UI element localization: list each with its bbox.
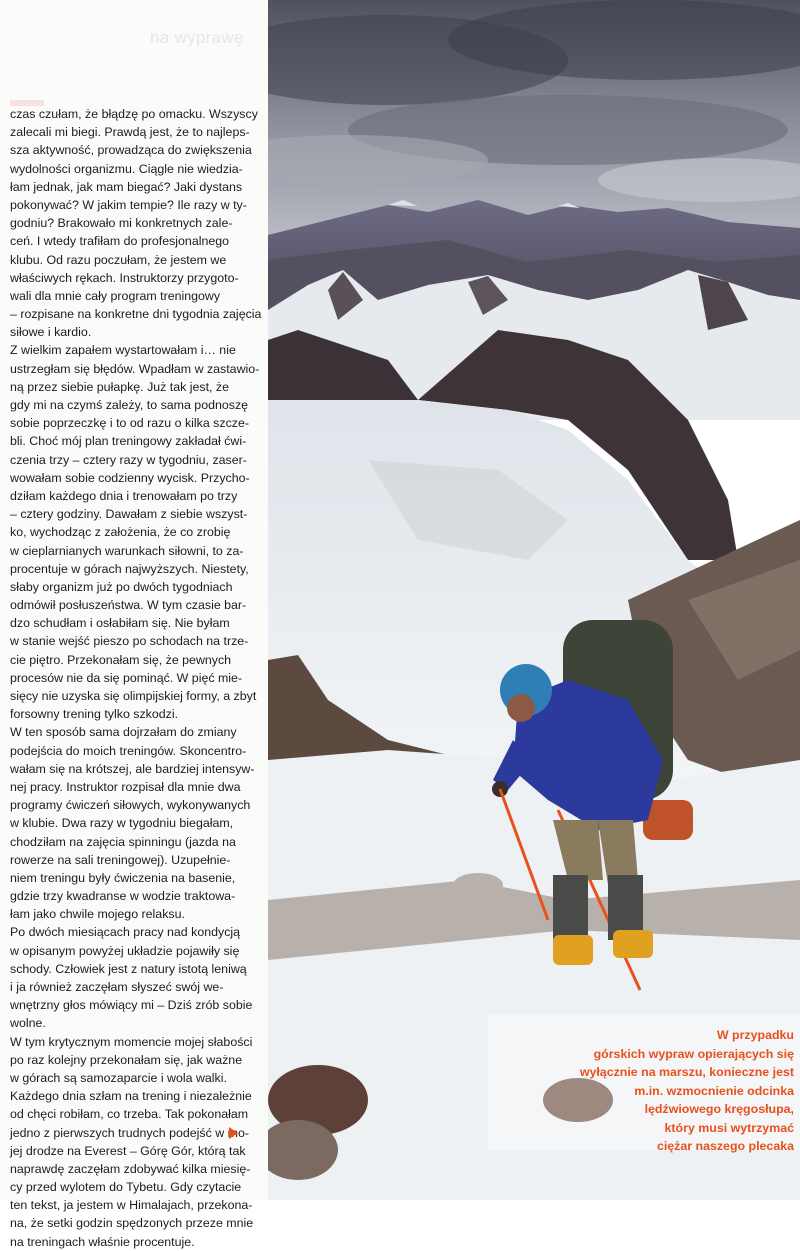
article-line: zalecali mi biegi. Prawdą jest, że to najleps- [10, 125, 250, 140]
article-line: w cieplarnianych warunkach siłowni, to za- [10, 543, 244, 558]
article-line: chodziłam na zajęcia spinningu (jazda na [10, 834, 236, 849]
article-line: na treningach właśnie procentuje. [10, 1234, 195, 1249]
article-line: po raz kolejny przekonałam się, jak ważne [10, 1052, 243, 1067]
photo-caption [504, 1026, 794, 1156]
article-line: cie piętro. Przekonałam się, że pewnych [10, 652, 232, 667]
caption-line: górskich wypraw opierających się [593, 1046, 794, 1061]
caption-line: lędźwiowego kręgosłupa, [644, 1102, 794, 1116]
article-line: rowerze na sali treningowej). Uzupełnie- [10, 852, 231, 867]
caption-line: ciężar naszego plecaka [656, 1139, 794, 1153]
caption-line: W przypadku [716, 1028, 794, 1042]
article-body [10, 105, 266, 1251]
caption-line: wyłącznie na marszu, konieczne jest [579, 1065, 794, 1079]
article-line: Po dwóch miesiącach pracy nad kondycją [10, 925, 241, 940]
article-line: łam jednak, jak mam biegać? Jaki dystans [10, 179, 243, 194]
article-line: forsowny trening tylko szkodzi. [10, 707, 179, 722]
article-line: w klubie. Dwa razy w tygodniu biegałam, [10, 816, 234, 831]
article-line: W tym krytycznym momencie mojej słabości [10, 1034, 253, 1049]
article-line: godniu? Brakowało mi konkretnych zale- [10, 216, 233, 231]
article-line: – rozpisane na konkretne dni tygodnia zajęcia [10, 307, 262, 322]
article-line: sięcy nie uzyska się olimpijskiej formy, a zbyt [10, 689, 257, 703]
article-line: programy ćwiczeń siłowych, wykonywanych [10, 798, 251, 813]
article-line: w górach są samozaparcie i wola walki. [10, 1070, 227, 1085]
article-line: właściwych rękach. Instruktorzy przygoto- [10, 270, 239, 285]
article-line: jedno z pierwszych trudnych podejść w mo- [10, 1125, 249, 1140]
article-line: procesów nie da się pominąć. W pięć mie- [10, 670, 243, 685]
article-line: słaby organizm już po dwóch tygodniach [10, 579, 233, 594]
article-line: dziłam każdego dnia i trenowałam po trzy [10, 488, 238, 503]
article-line: podejścia do moich treningów. Skoncentro- [10, 743, 247, 758]
article-line: pokonywać? W jakim tempie? Ile razy w ty- [10, 197, 247, 212]
article-line: w opisanym powyżej układzie pojawiły się [10, 943, 240, 958]
article-line: Z wielkim zapałem wystartowałam i… nie [10, 343, 236, 358]
article-line: wali dla mnie cały program treningowy [10, 288, 221, 303]
article-line: ustrzegłam się błędów. Wpadłam w zastawio- [10, 361, 260, 376]
caption-line: który musi wytrzymać [664, 1120, 794, 1135]
article-line: wowałam sobie codzienny wycisk. Przycho- [10, 470, 250, 485]
article-line: dzo schudłam i osłabiłam się. Nie byłam [10, 616, 230, 631]
article-line: gdzie trzy kwadranse w wodzie traktowa- [10, 889, 236, 904]
article-line: cy przed wylotem do Tybetu. Gdy czytacie [10, 1180, 242, 1195]
article-line: schody. Człowiek jest z natury istotą leniwą [10, 961, 247, 976]
article-line: gdy mi na czymś zależy, to sama podnoszę [10, 398, 249, 412]
article-line: jej drodze na Everest – Górę Gór, którą tak [10, 1143, 246, 1158]
running-header: na wyprawę [150, 28, 244, 47]
article-line: sza aktywność, prowadząca do zwiększenia [10, 143, 252, 158]
article-line: bli. Choć mój plan treningowy zakładał ćwi- [10, 434, 247, 449]
article-line: procentuje w górach najwyższych. Niestety, [10, 561, 249, 576]
article-line: ko, wychodząc z założenia, że co zrobię [10, 525, 231, 540]
article-line: i ja również zaczęłam słyszeć swój we- [10, 980, 224, 994]
article-line: odmówił posłuszeństwa. W tym czasie bar- [10, 598, 247, 613]
article-line: wolne. [10, 1016, 46, 1031]
article-line: Każdego dnia szłam na trening i niezależnie [10, 1089, 252, 1104]
article-line: ceń. I wtedy trafiłam do profesjonalnego [10, 234, 230, 249]
article-line: – cztery godziny. Dawałam z siebie wszyst- [10, 507, 248, 522]
article-line: wydolności organizmu. Ciągle nie wiedzia- [10, 161, 243, 176]
article-line: naprawdę zaczęłam zdobywać kilka miesię- [10, 1161, 251, 1176]
article-line: wałam się na krótszej, ale bardziej intensyw- [10, 761, 255, 776]
article-line: niem treningu były ćwiczenia na basenie, [10, 870, 236, 885]
mountain-photo-illustration [268, 0, 800, 1200]
article-line: łam jako chwile mojego relaksu. [10, 907, 185, 922]
mountain-photo [268, 0, 800, 1200]
orange-triangle-icon [229, 1127, 238, 1139]
article-line: nej pracy. Instruktor rozpisał dla mnie dwa [10, 779, 241, 794]
caption-line: m.in. wzmocnienie odcinka [634, 1083, 794, 1098]
article-line: ten tekst, ja jestem w Himalajach, przekona- [10, 1198, 253, 1213]
article-line: w stanie wejść pieszo po schodach na trze- [10, 634, 249, 649]
article-line: siłowe i kardio. [10, 325, 92, 340]
article-line: W ten sposób sama dojrzałam do zmiany [10, 725, 237, 740]
article-line: czas czułam, że błądzę po omacku. Wszyscy [10, 107, 258, 121]
article-line: od chęci robiłam, co trzeba. Tak pokonałam [10, 1107, 249, 1122]
article-line: sobie poprzeczkę i to od razu o kilka szcze- [10, 416, 249, 431]
article-line: klubu. Od razu poczułam, że jestem we [10, 252, 227, 267]
article-line: czenia trzy – cztery razy w tygodniu, zaser- [10, 452, 247, 467]
article-line: na, że setki godzin spędzonych przeze mnie [10, 1216, 254, 1231]
text-column [0, 0, 268, 1249]
article-line: ną przez siebie pułapkę. Już tak jest, że [10, 379, 230, 394]
article-line: wnętrzny głos mówiący mi – Dziś zrób sobie [10, 998, 253, 1013]
